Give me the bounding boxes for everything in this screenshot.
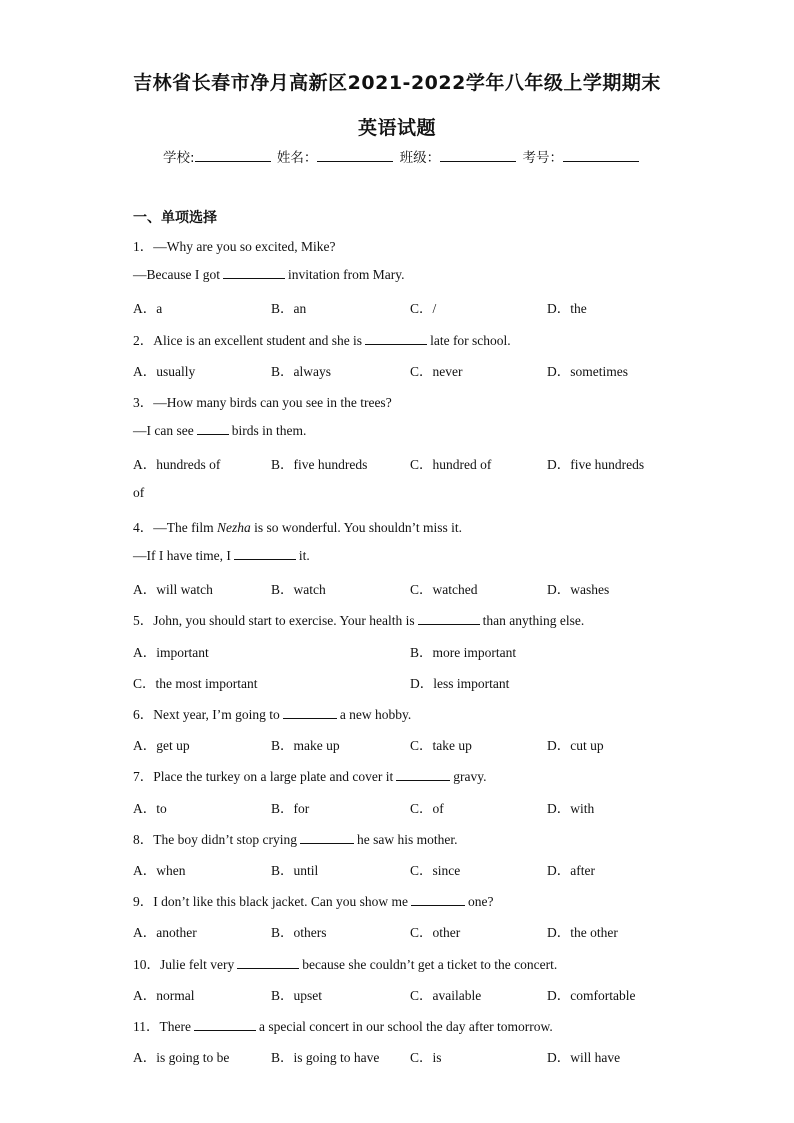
- film-title: Nezha: [217, 520, 251, 535]
- option-b[interactable]: B．an: [271, 301, 307, 316]
- question-text: 6．Next year, I’m going to: [133, 707, 280, 722]
- question-text: 5．John, you should start to exercise. Your health is: [133, 613, 415, 628]
- option-a[interactable]: A．is going to be: [133, 1050, 230, 1065]
- option-b[interactable]: B．always: [271, 364, 331, 379]
- class-label: 班级：: [399, 150, 441, 166]
- option-b[interactable]: B．upset: [271, 988, 323, 1003]
- class-blank[interactable]: [440, 149, 516, 162]
- option-a-wrap: of: [133, 485, 145, 500]
- answer-blank: [234, 547, 296, 560]
- answer-blank: [300, 831, 354, 844]
- question-text: late for school.: [430, 333, 511, 348]
- question-9-stem: [133, 890, 493, 910]
- question-text: 10．Julie felt very: [133, 957, 235, 972]
- option-c[interactable]: C．hundred of: [410, 457, 492, 472]
- option-b[interactable]: B．others: [271, 925, 327, 940]
- option-a[interactable]: A．will watch: [133, 582, 213, 597]
- question-7-stem: [133, 765, 487, 785]
- option-c[interactable]: C．other: [410, 925, 461, 940]
- option-d[interactable]: D．washes: [547, 582, 610, 597]
- question-1-stem-b: [133, 266, 404, 283]
- answer-blank: [197, 422, 229, 435]
- option-b[interactable]: B．is going to have: [271, 1050, 380, 1065]
- option-d[interactable]: D．the: [547, 301, 587, 316]
- answer-blank: [223, 266, 285, 279]
- question-text: 11．There: [133, 1019, 191, 1034]
- question-text: 8．The boy didn’t stop crying: [133, 832, 297, 847]
- number-label: 考号：: [522, 150, 563, 166]
- question-11-stem: [133, 1015, 553, 1035]
- option-c[interactable]: C．the most important: [133, 676, 258, 691]
- option-a[interactable]: A．when: [133, 863, 186, 878]
- question-8-stem: [133, 828, 457, 848]
- question-text: 7．Place the turkey on a large plate and cover it: [133, 769, 394, 784]
- question-5-stem: [133, 609, 584, 629]
- option-d[interactable]: D．cut up: [547, 738, 604, 753]
- question-text: is so wonderful. You shouldn’t miss it.: [254, 520, 463, 535]
- question-1-stem: [133, 235, 335, 255]
- option-c[interactable]: C．/: [410, 301, 437, 316]
- question-10-stem: [133, 953, 557, 973]
- question-text: birds in them.: [231, 423, 307, 438]
- question-text: 1．—Why are you so excited, Mike?: [133, 239, 336, 254]
- question-4-stem-b: [133, 547, 310, 564]
- option-b[interactable]: B．until: [271, 863, 319, 878]
- question-3-stem: 3．—How many birds can you see in the trees?: [133, 395, 392, 410]
- option-a[interactable]: A．important: [133, 645, 209, 660]
- question-text: one?: [467, 894, 494, 909]
- answer-blank: [418, 612, 480, 625]
- question-text: gravy.: [453, 769, 487, 784]
- option-c[interactable]: C．available: [410, 988, 482, 1003]
- question-3-stem-b: [133, 422, 306, 439]
- option-c[interactable]: C．take up: [410, 738, 472, 753]
- option-d[interactable]: D．with: [547, 801, 595, 816]
- option-b[interactable]: B．more important: [410, 645, 517, 660]
- option-c[interactable]: C．of: [410, 801, 444, 816]
- answer-blank: [365, 332, 427, 345]
- question-text: —I can see: [133, 423, 194, 438]
- option-d[interactable]: D．after: [547, 863, 595, 878]
- question-text: invitation from Mary.: [287, 267, 405, 282]
- school-label: 学校:: [163, 150, 195, 166]
- option-a[interactable]: A．hundreds of: [133, 457, 221, 472]
- option-a[interactable]: A．to: [133, 801, 167, 816]
- question-text: 4．—The film: [133, 520, 214, 535]
- section-title: 一、单项选择: [133, 210, 217, 226]
- option-c[interactable]: C．never: [410, 364, 463, 379]
- exam-title-line1: 吉林省长春市净月高新区2021-2022学年八年级上学期期末: [133, 72, 661, 94]
- answer-blank: [237, 956, 299, 969]
- answer-blank: [411, 893, 465, 906]
- name-label: 姓名：: [276, 150, 318, 166]
- option-d[interactable]: D．sometimes: [547, 364, 628, 379]
- option-a[interactable]: A．a: [133, 301, 163, 316]
- option-b[interactable]: B．make up: [271, 738, 340, 753]
- student-info-fields: [163, 146, 641, 166]
- option-c[interactable]: C．since: [410, 863, 461, 878]
- answer-blank: [283, 706, 337, 719]
- name-blank[interactable]: [317, 149, 393, 162]
- question-text: a new hobby.: [339, 707, 412, 722]
- question-text: than anything else.: [482, 613, 585, 628]
- option-a[interactable]: A．another: [133, 925, 197, 940]
- answer-blank: [396, 768, 450, 781]
- option-b[interactable]: B．for: [271, 801, 310, 816]
- number-blank[interactable]: [563, 149, 639, 162]
- question-4-stem: [133, 516, 462, 536]
- answer-blank: [194, 1018, 256, 1031]
- option-c[interactable]: C．watched: [410, 582, 478, 597]
- question-text: a special concert in our school the day after tomorrow.: [258, 1019, 553, 1034]
- option-a[interactable]: A．get up: [133, 738, 190, 753]
- question-6-stem: [133, 703, 411, 723]
- school-blank[interactable]: [195, 149, 271, 162]
- option-b[interactable]: B．watch: [271, 582, 326, 597]
- option-d[interactable]: D．the other: [547, 925, 618, 940]
- option-a[interactable]: A．usually: [133, 364, 196, 379]
- option-d[interactable]: D．comfortable: [547, 988, 636, 1003]
- option-b[interactable]: B．five hundreds: [271, 457, 368, 472]
- option-d[interactable]: D．five hundreds: [547, 457, 645, 472]
- question-text: 2．Alice is an excellent student and she is: [133, 333, 363, 348]
- question-text: —Because I got: [133, 267, 220, 282]
- question-text: it.: [298, 548, 310, 563]
- question-2-stem: [133, 329, 511, 349]
- option-d[interactable]: D．less important: [410, 676, 510, 691]
- question-text: 9．I don’t like this black jacket. Can you show me: [133, 894, 408, 909]
- question-text: —If I have time, I: [133, 548, 231, 563]
- option-a[interactable]: A．normal: [133, 988, 195, 1003]
- question-text: he saw his mother.: [356, 832, 458, 847]
- option-d[interactable]: D．will have: [547, 1050, 621, 1065]
- option-c[interactable]: C．is: [410, 1050, 442, 1065]
- exam-title-line2: 英语试题: [357, 117, 436, 139]
- question-text: because she couldn’t get a ticket to the concert.: [302, 957, 558, 972]
